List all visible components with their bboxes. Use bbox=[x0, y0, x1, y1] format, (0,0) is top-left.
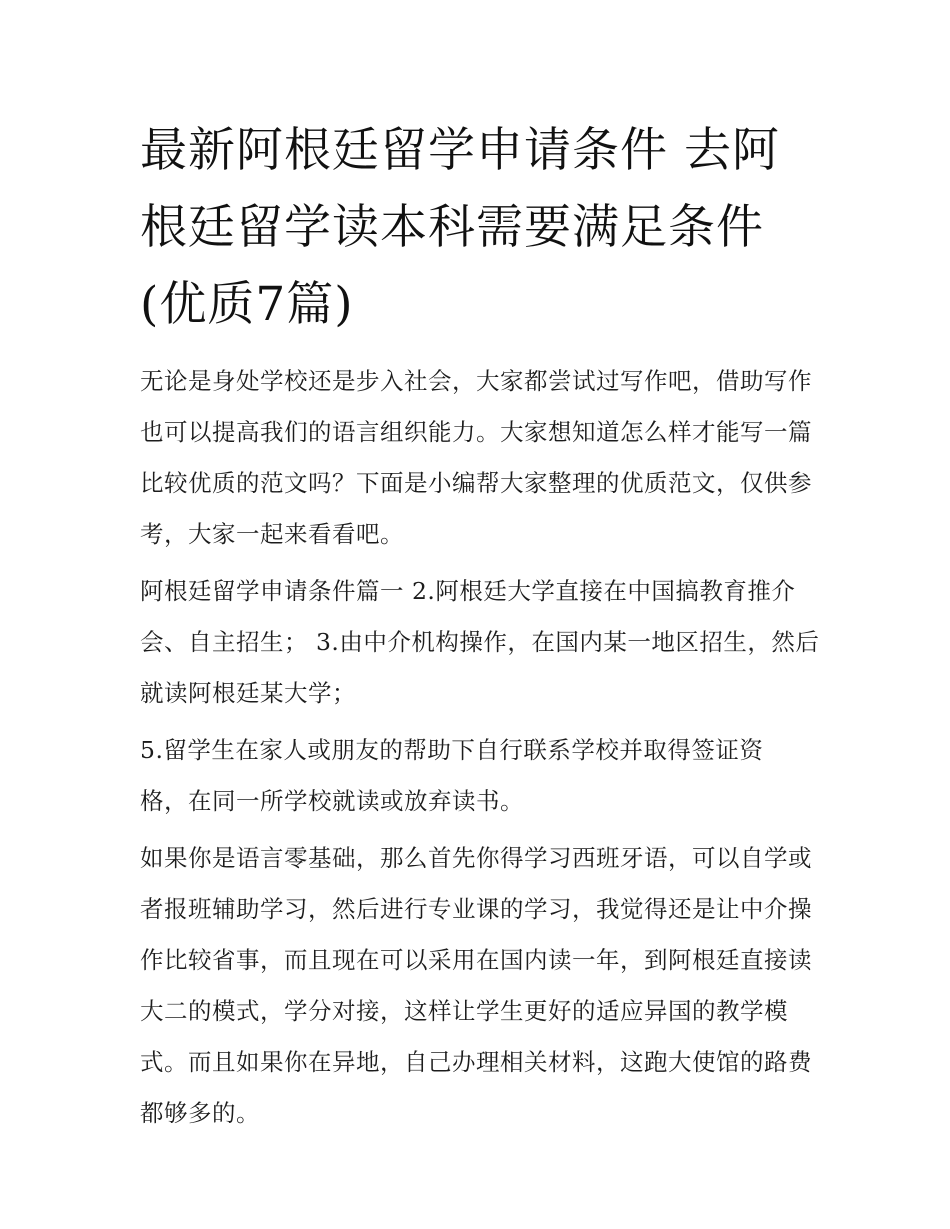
document-body bbox=[140, 356, 820, 1145]
intro-paragraph: 无论是身处学校还是步入社会，大家都尝试过写作吧，借助写作也可以提高我们的语言组织能力。大家想知道怎么样才能写一篇比较优质的范文吗？下面是小编帮大家整理的优质范文，仅供参考，大家一起来看看吧。 bbox=[140, 367, 812, 548]
body-paragraph: 如果你是语言零基础，那么首先你得学习西班牙语，可以自学或者报班辅助学习，然后进行专业课的学习，我觉得还是让中介操作比较省事，而且现在可以采用在国内读一年，到阿根廷直接读大二的模式，学分对接，这样让学生更好的适应异国的教学模式。而且如果你在异地，自己办理相关材料，这跑大使馆的路费都够多的。 bbox=[140, 844, 812, 1127]
body-paragraph: 5.留学生在家人或朋友的帮助下自行联系学校并取得签证资格，在同一所学校就读或放弃读书。 bbox=[140, 736, 764, 815]
body-paragraph: 阿根廷留学申请条件篇一 2.阿根廷大学直接在中国搞教育推介会、自主招生； 3.由中介机构操作，在国内某一地区招生，然后就读阿根廷某大学； bbox=[140, 577, 820, 707]
document-title: 最新阿根廷留学申请条件 去阿根廷留学读本科需要满足条件(优质7篇) bbox=[140, 123, 780, 332]
